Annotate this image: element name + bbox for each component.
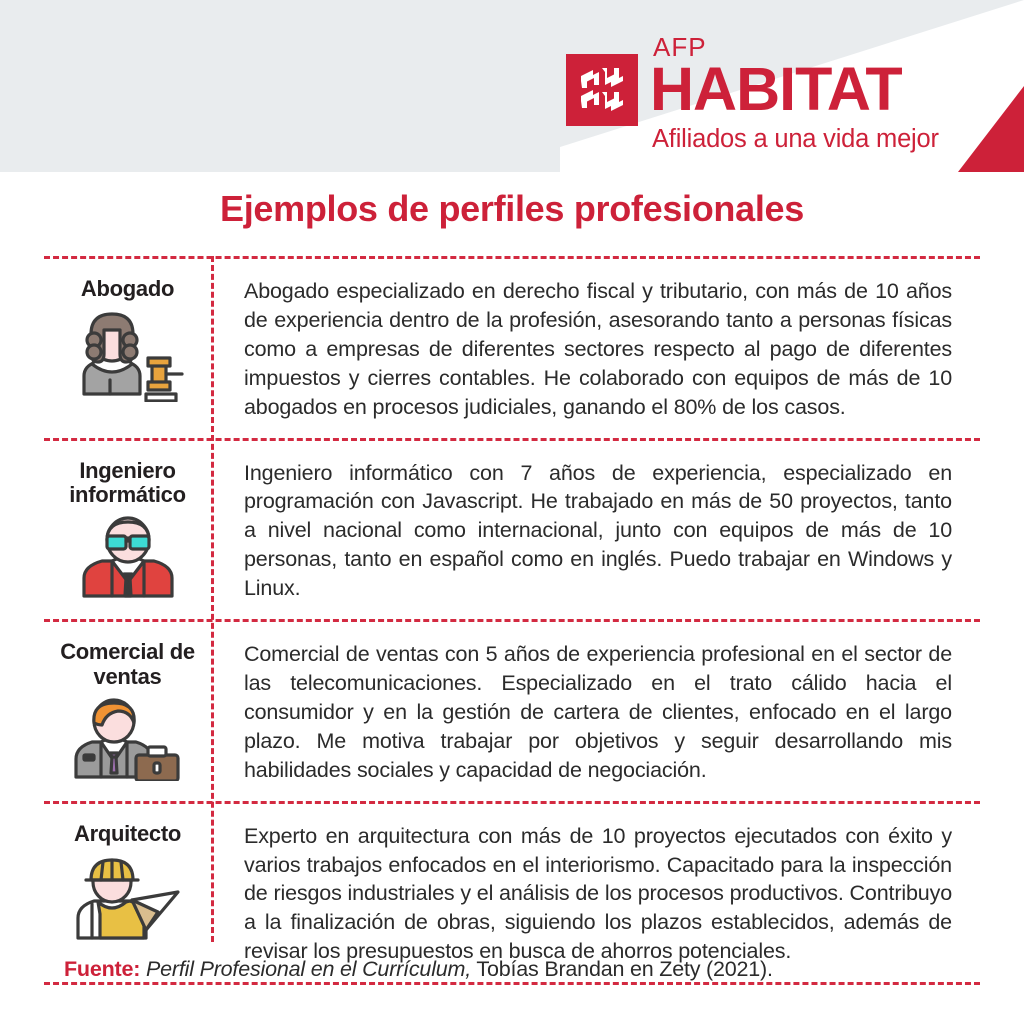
sales-rep-icon [70, 697, 186, 781]
brand-name: HABITAT [650, 55, 902, 123]
profile-label-cell [44, 622, 211, 801]
header-red-triangle [958, 86, 1024, 172]
job-title: Arquitecto [73, 820, 181, 846]
brand-prefix: AFP [653, 32, 707, 62]
profile-description: Experto en arquitectura con más de 10 proyectos ejecutados con éxito y varios trabajos enfocados en el interiorismo. Capacitado para la inspección de riesgos industriales y el análisis de los procesos productivos. Contribuyo a la finalización de obras, siguiendo los plazos establecidos, además de revisar los presupuestos en busca de ahorros potenciales. [244, 823, 952, 964]
source-attribution: Tobías Brandan en Zety (2021). [476, 957, 773, 981]
afp-habitat-interlock-mark-icon [566, 54, 638, 126]
lawyer-icon [70, 310, 186, 402]
profiles-table [44, 256, 980, 985]
row-separator [44, 982, 980, 985]
table-row [44, 259, 980, 438]
brand-tagline: Afiliados a una vida mejor [652, 125, 939, 154]
page-title: Ejemplos de perfiles profesionales [220, 188, 804, 229]
job-title: Ingeniero informático [69, 457, 186, 508]
table-row [44, 441, 980, 620]
source-title: Perfil Profesional en el Currículum, [146, 957, 472, 981]
source-label: Fuente: [64, 957, 141, 981]
table-row [44, 804, 980, 983]
profile-label-cell [44, 441, 211, 620]
job-title: Comercial de ventas [60, 639, 195, 689]
profile-description: Abogado especializado en derecho fiscal y tributario, con más de 10 años de experiencia dentro de la profesión, asesorando tanto a personas físicas como a empresas de diferentes sectores respecto al pago de diferentes impuestos y cierres contables. He colaborado con equipos de más de 10 abogados en procesos judiciales, ganando el 80% de los casos. [244, 279, 952, 419]
column-divider [211, 256, 214, 942]
job-title: Abogado [80, 276, 175, 301]
architect-icon [70, 854, 186, 942]
source-footer [64, 957, 984, 982]
profile-label-cell [44, 259, 211, 438]
profile-label-cell [44, 804, 211, 983]
it-engineer-icon [76, 516, 180, 600]
brand-wordmark [650, 34, 939, 153]
header-banner [0, 0, 1024, 172]
profile-description: Ingeniero informático con 7 años de experiencia, especializado en programación con Javascript. He trabajado en más de 50 proyectos, tanto a nivel nacional como internacional, junto con equipos de más de 10 personas, tanto en español como en inglés. Puedo trabajar en Windows y Linux. [244, 460, 952, 601]
brand-logo [566, 34, 939, 153]
profile-description: Comercial de ventas con 5 años de experiencia profesional en el sector de las telecomunicaciones. Especializado en el trato cálido hacia el consumidor y en la gestión de cartera de clientes, enfocado en el largo plazo. Me motiva trabajar por objetivos y seguir desarrollando mis habilidades sociales y capacidad de negociación. [244, 642, 952, 782]
table-row [44, 622, 980, 801]
